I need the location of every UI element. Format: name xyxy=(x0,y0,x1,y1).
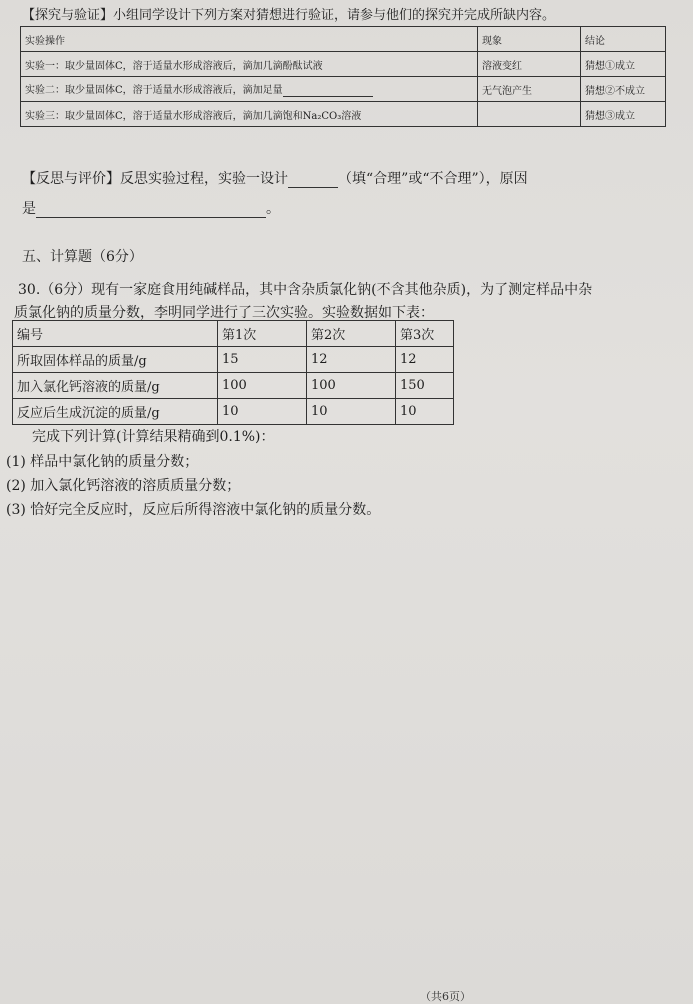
row-precipitate-mass-trial3: 10 xyxy=(396,399,454,425)
question-30-line1: 30.（6分）现有一家庭食用纯碱样品，其中含杂质氯化钠(不含其他杂质)，为了测定样品中杂 xyxy=(18,282,593,298)
reflection-answer-blank[interactable] xyxy=(288,171,338,188)
data-header-trial1: 第1次 xyxy=(218,321,307,347)
row-precipitate-mass-trial1: 10 xyxy=(218,399,307,425)
col-header-phenomenon: 现象 xyxy=(478,27,581,52)
row-precipitate-mass-label: 反应后生成沉淀的质量/g xyxy=(13,399,218,425)
exp2-conclusion: 猜想②不成立 xyxy=(581,77,666,102)
section-title: 五、计算题（6分） xyxy=(22,249,143,265)
col-header-operation: 实验操作 xyxy=(21,27,478,52)
section-intro: 【探究与验证】小组同学设计下列方案对猜想进行验证，请参与他们的探究并完成所缺内容。 xyxy=(22,8,556,23)
exp2-operation xyxy=(21,77,478,102)
reflection-text: 【反思与评价】反思实验过程，实验一设计 xyxy=(22,171,288,187)
exp2-answer-blank[interactable] xyxy=(283,85,373,97)
reason-answer-blank[interactable] xyxy=(36,201,266,218)
question-2: (2) 加入氯化钙溶液的溶质质量分数； xyxy=(6,478,241,494)
exp1-conclusion: 猜想①成立 xyxy=(581,52,666,77)
exp3-operation: 实验三：取少量固体C，溶于适量水形成溶液后，滴加几滴饱和Na₂CO₃溶液 xyxy=(21,102,478,127)
exp1-operation: 实验一：取少量固体C，溶于适量水形成溶液后，滴加几滴酚酞试液 xyxy=(21,52,478,77)
exp3-conclusion: 猜想③成立 xyxy=(581,102,666,127)
row-cacl2-mass-trial2: 100 xyxy=(307,373,396,399)
data-header-id: 编号 xyxy=(13,321,218,347)
exp1-phenomenon: 溶液变红 xyxy=(478,52,581,77)
reflection-reason-label: 是 xyxy=(22,201,36,217)
exp3-phenomenon-blank[interactable] xyxy=(478,102,581,127)
reflection-line1 xyxy=(22,168,528,188)
instructions: 完成下列计算(计算结果精确到0.1%)： xyxy=(32,429,275,445)
row-sample-mass-trial3: 12 xyxy=(396,347,454,373)
row-cacl2-mass-label: 加入氯化钙溶液的质量/g xyxy=(13,373,218,399)
question-1: (1) 样品中氯化钠的质量分数； xyxy=(6,454,199,470)
question-30-line2: 质氯化钠的质量分数，李明同学进行了三次实验。实验数据如下表： xyxy=(14,305,434,321)
col-header-conclusion: 结论 xyxy=(581,27,666,52)
data-table xyxy=(12,320,454,425)
exp2-operation-text: 实验二：取少量固体C，溶于适量水形成溶液后，滴加足量 xyxy=(25,85,283,96)
reflection-tail: （填“合理”或“不合理”），原因 xyxy=(338,171,528,187)
experiment-table xyxy=(20,26,666,127)
row-precipitate-mass-trial2: 10 xyxy=(307,399,396,425)
data-header-trial3: 第3次 xyxy=(396,321,454,347)
row-sample-mass-trial2: 12 xyxy=(307,347,396,373)
row-cacl2-mass-trial1: 100 xyxy=(218,373,307,399)
row-sample-mass-label: 所取固体样品的质量/g xyxy=(13,347,218,373)
question-3: (3) 恰好完全反应时，反应后所得溶液中氯化钠的质量分数。 xyxy=(6,502,381,518)
row-sample-mass-trial1: 15 xyxy=(218,347,307,373)
data-header-trial2: 第2次 xyxy=(307,321,396,347)
row-cacl2-mass-trial3: 150 xyxy=(396,373,454,399)
reflection-line2 xyxy=(22,198,280,218)
exp2-phenomenon: 无气泡产生 xyxy=(478,77,581,102)
page-footer: （共6页） xyxy=(420,990,471,1003)
reflection-period: 。 xyxy=(266,201,280,217)
